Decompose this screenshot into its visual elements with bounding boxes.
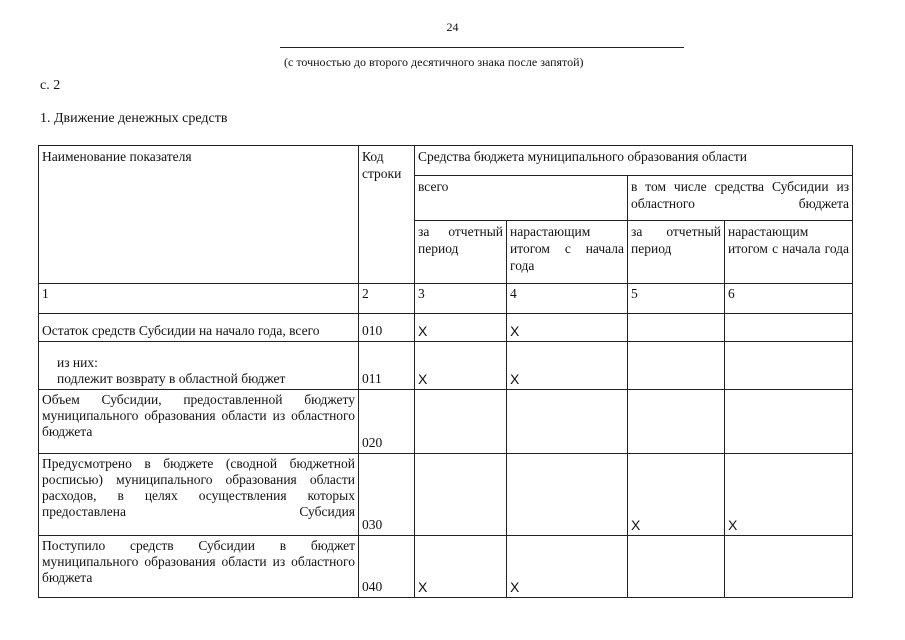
row-code: 040 bbox=[359, 536, 415, 598]
row-code: 030 bbox=[359, 454, 415, 536]
header-cumulative-subsidy: нарастающим итогом с начала года bbox=[725, 221, 853, 284]
col-number: 5 bbox=[628, 284, 725, 314]
cell-value bbox=[628, 536, 725, 598]
header-subsidy-incl: в том числе средства Субсидии из областного бюджета bbox=[628, 176, 853, 221]
header-total: всего bbox=[415, 176, 628, 221]
cell-value bbox=[628, 390, 725, 454]
table-row bbox=[39, 536, 853, 598]
header-indicator: Наименование показателя bbox=[39, 146, 359, 284]
cell-value bbox=[725, 342, 853, 390]
sheet-label: с. 2 bbox=[40, 78, 61, 93]
cell-value bbox=[628, 314, 725, 342]
cell-value: X bbox=[415, 342, 507, 390]
cell-value: X bbox=[628, 454, 725, 536]
page-number: 24 bbox=[446, 20, 459, 34]
row-name bbox=[39, 342, 359, 390]
cell-value: X bbox=[507, 314, 628, 342]
cell-value bbox=[725, 536, 853, 598]
table-row bbox=[39, 314, 853, 342]
col-number: 4 bbox=[507, 284, 628, 314]
col-number: 2 bbox=[359, 284, 415, 314]
section-title: 1. Движение денежных средств bbox=[40, 111, 228, 126]
cell-value bbox=[507, 390, 628, 454]
row-code: 011 bbox=[359, 342, 415, 390]
row-name: Остаток средств Субсидии на начало года, всего bbox=[39, 314, 359, 342]
col-number: 3 bbox=[415, 284, 507, 314]
header-budget-funds: Средства бюджета муниципального образования области bbox=[415, 146, 853, 176]
cell-value: X bbox=[507, 342, 628, 390]
table-row bbox=[39, 342, 853, 390]
cell-value bbox=[507, 454, 628, 536]
cell-value: X bbox=[415, 536, 507, 598]
cell-value bbox=[725, 390, 853, 454]
row-name-detail: подлежит возврату в областной бюджет bbox=[57, 371, 286, 386]
cell-value bbox=[415, 390, 507, 454]
header-period-subsidy: за отчетный период bbox=[628, 221, 725, 284]
table-row bbox=[39, 390, 853, 454]
header-cumulative: нарастающим итогом с начала года bbox=[507, 221, 628, 284]
table-row bbox=[39, 454, 853, 536]
cell-value: X bbox=[725, 454, 853, 536]
row-code: 020 bbox=[359, 390, 415, 454]
cell-value: X bbox=[507, 536, 628, 598]
row-name-group: из них: bbox=[57, 355, 98, 370]
cell-value bbox=[628, 342, 725, 390]
row-name: Предусмотрено в бюджете (сводной бюджетной росписью) муниципального образования области расходов, в целях осуществления которых предоставлена Субсидия bbox=[39, 454, 359, 536]
row-name: Поступило средств Субсидии в бюджет муниципального образования области из областного бюджета bbox=[39, 536, 359, 598]
cell-value bbox=[415, 454, 507, 536]
col-number: 1 bbox=[39, 284, 359, 314]
signature-rule bbox=[280, 47, 684, 48]
cell-value bbox=[725, 314, 853, 342]
row-code: 010 bbox=[359, 314, 415, 342]
header-code: Код строки bbox=[359, 146, 415, 284]
precision-note: (с точностью до второго десятичного знака после запятой) bbox=[284, 55, 584, 69]
cell-value: X bbox=[415, 314, 507, 342]
col-number: 6 bbox=[725, 284, 853, 314]
header-period: за отчетный период bbox=[415, 221, 507, 284]
cash-flow-table bbox=[38, 145, 853, 598]
row-name: Объем Субсидии, предоставленной бюджету муниципального образования области из областного бюджета bbox=[39, 390, 359, 454]
